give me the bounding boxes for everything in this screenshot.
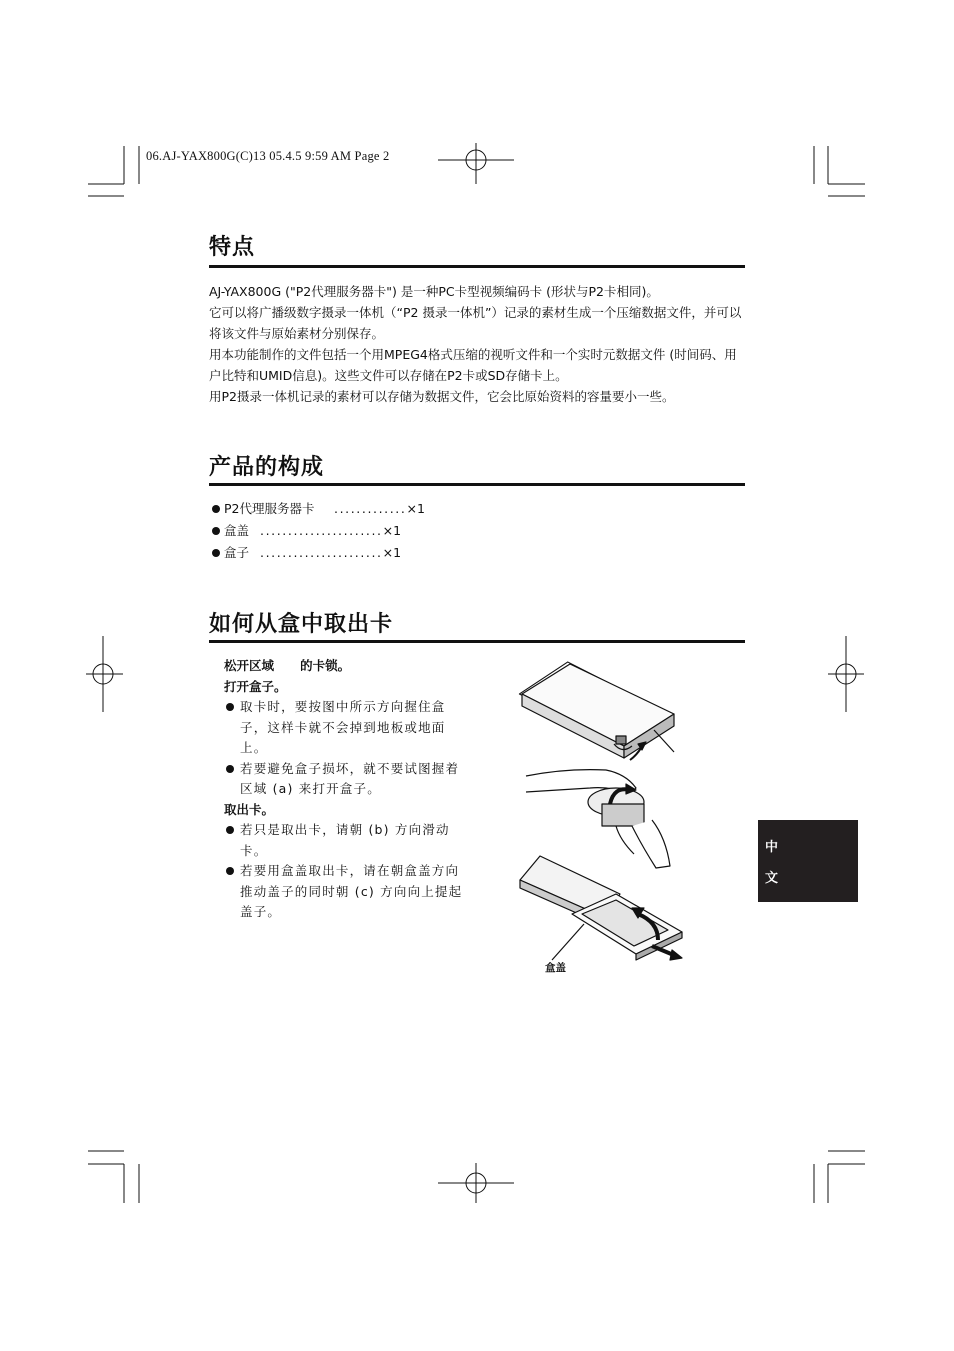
step-3-note: 若只是取出卡，请朝 (b) 方向滑动卡。 [224,820,468,861]
print-slug: 06.AJ-YAX800G(C)13 05.4.5 9:59 AM Page 2 [146,149,390,163]
features-paragraph: 用本功能制作的文件包括一个用MPEG4格式压缩的视听文件和一个实时元数据文件 (时间码、用户比特和UMID信息)。这些文件可以存储在P2卡或SD存储卡上。 [209,347,737,383]
figure-caption: 盒盖 [545,962,566,974]
step-2-note: 若要避免盒子损坏，就不要试图握着区域 (a) 来打开盒子。 [224,759,468,800]
language-tab-char: 文 [765,871,779,886]
item-name: 盒子 [224,545,250,560]
card-removal-illustration [512,656,692,961]
features-paragraph: 它可以将广播级数字摄录一体机（“P2 摄录一体机”）记录的素材生成一个压缩数据文件，并可以将该文件与原始素材分别保存。 [209,305,742,341]
leader-dots: ...................... [260,523,383,538]
language-tab-char: 中 [765,840,779,855]
language-tab [758,820,858,902]
step-2-note: 取卡时，要按图中所示方向握住盒子，这样卡就不会掉到地板或地面上。 [224,697,468,759]
heading-rule [209,640,745,643]
item-quantity: ×1 [406,501,425,516]
item-quantity: ×1 [382,545,402,560]
bullet-icon [212,527,220,535]
list-item [212,520,425,542]
step-3-note: 若要用盒盖取出卡，请在朝盒盖方向推动盖子的同时朝 (c) 方向向上提起盖子。 [224,861,468,923]
bullet-icon [212,549,220,557]
item-name: 盒盖 [224,523,250,538]
features-paragraph: 用P2摄录一体机记录的素材可以存储为数据文件，它会比原始资料的容量要小一些。 [209,389,675,404]
step-1: 松开区域 的卡锁。 [224,658,351,673]
bullet-icon [212,505,220,513]
removal-heading: 如何从盒中取出卡 [209,612,394,637]
composition-heading: 产品的构成 [209,455,325,480]
heading-rule [209,265,745,268]
step-3: 取出卡。 [224,801,275,817]
item-quantity: ×1 [382,523,402,538]
list-item [212,498,425,520]
heading-rule [209,483,745,486]
item-name: P2代理服务器卡 [224,501,315,516]
features-heading: 特点 [209,235,256,260]
features-paragraph: AJ-YAX800G ("P2代理服务器卡") 是一种PC卡型视频编码卡 (形状与P2卡相同)。 [209,284,659,299]
removal-steps [224,656,468,923]
leader-dots: ...................... [260,545,383,560]
step-2: 打开盒子。 [224,678,287,694]
list-item [212,542,425,564]
leader-dots: ............. [334,501,407,516]
composition-list [212,498,425,564]
features-body [209,281,749,407]
